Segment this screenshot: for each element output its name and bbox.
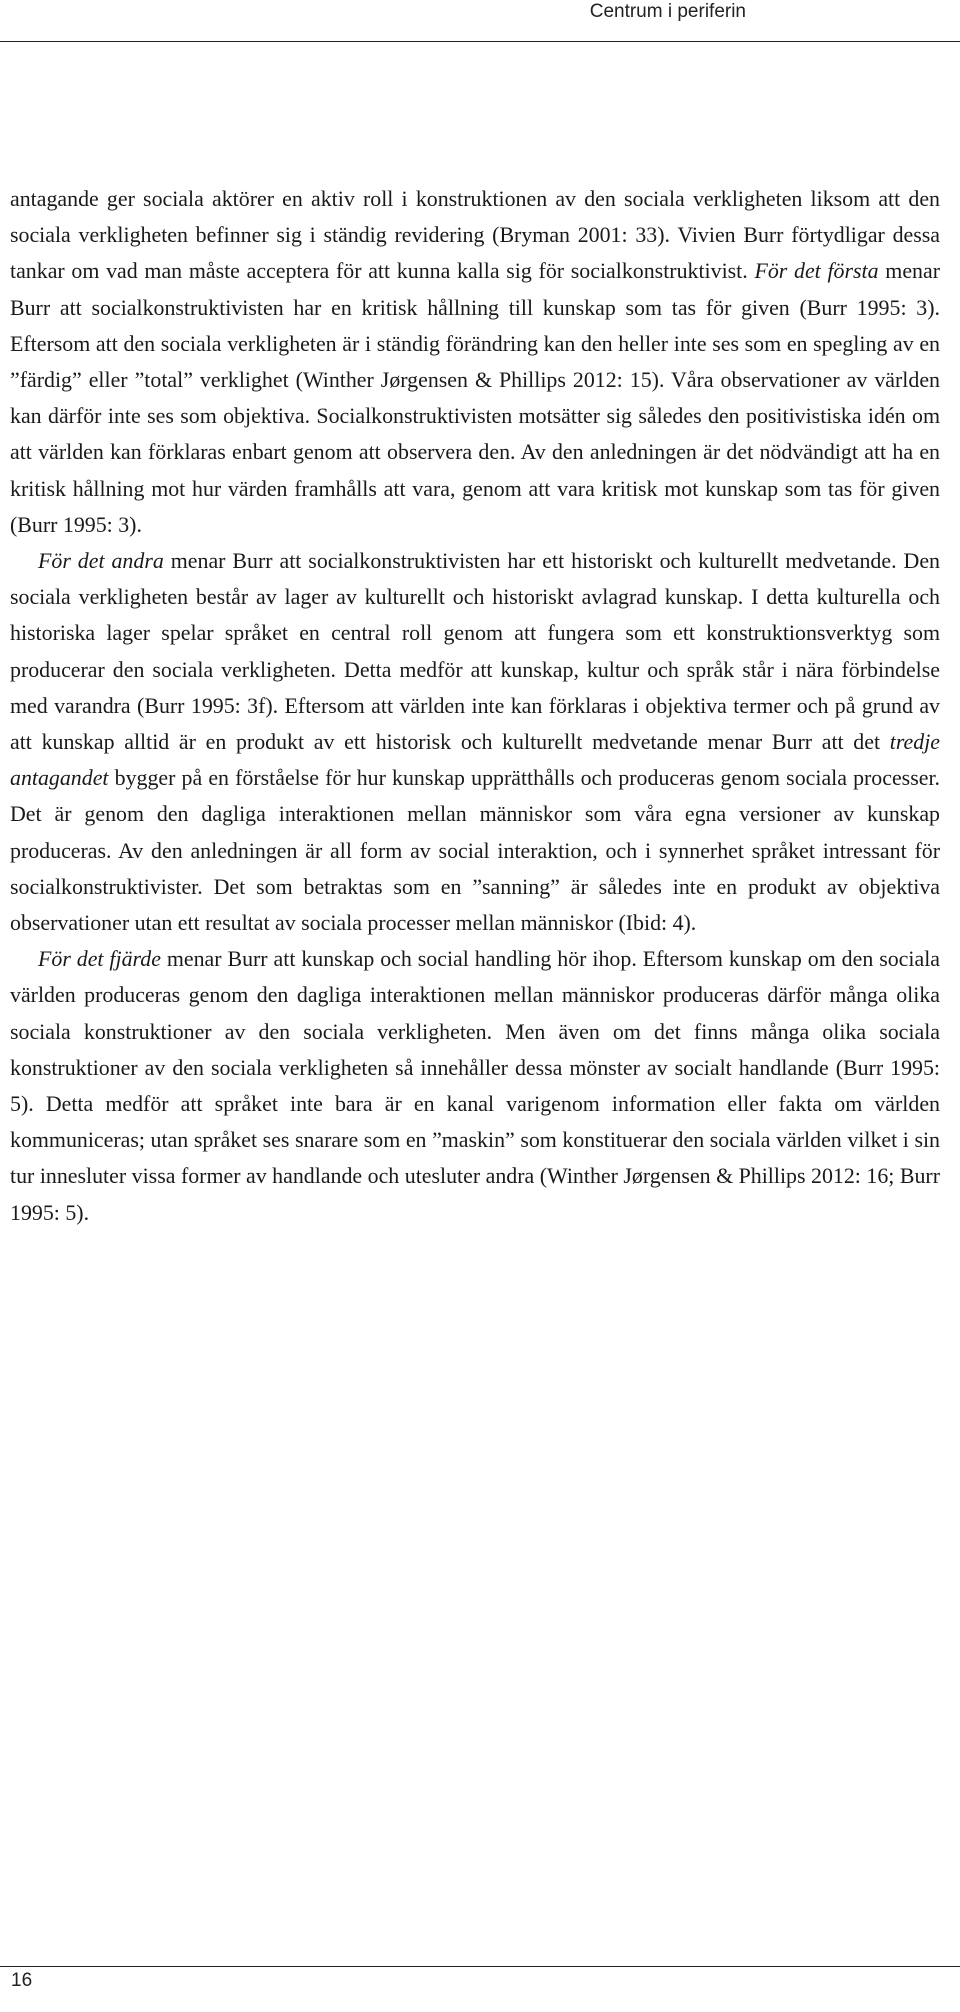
running-header-title: Centrum i periferin — [589, 1, 746, 22]
emphasis-text: tredje antagandet — [10, 729, 940, 791]
footer-divider — [0, 1966, 960, 1967]
emphasis-text: För det andra — [38, 548, 164, 574]
text-span: menar Burr att kunskap och social handling hör ihop. Eftersom kunskap om den sociala världen produceras genom den dagliga interaktionen mellan människor produceras därför många olika sociala konstruktioner av den sociala verkligheten. Men även om det finns många olika sociala konstruktioner av den sociala verkligheten så innehåller dessa mönster av socialt handlande (Burr 1995: 5). Detta medför att språket inte bara är en kanal varigenom information eller fakta om världen kommuniceras; utan språket ses snarare som en ”maskin” som konstituerar den sociala världen vilket i sin tur innesluter vissa former av handlande och utesluter andra (Winther Jørgensen & Phillips 2012: 16; Burr 1995: 5). — [10, 946, 940, 1225]
page-header — [0, 0, 960, 44]
paragraph-3 — [10, 941, 940, 1231]
paragraph-2 — [10, 543, 940, 941]
text-span: menar Burr att socialkonstruktivisten har en kritisk hållning till kunskap som tas för given (Burr 1995: 3). Eftersom att den sociala verkligheten är i ständig förändring kan den heller inte ses som en spegling av en ”färdig” eller ”total” verklighet (Winther Jørgensen & Phillips 2012: 15). Våra observationer av världen kan därför inte ses som objektiva. Socialkonstruktivisten motsätter sig således den positivistiska idén om att världen kan förklaras enbart genom att observera den. Av den anledningen är det nödvändigt att ha en kritisk hållning mot hur värden framhålls att vara, genom att vara kritisk mot kunskap som tas för given (Burr 1995: 3). — [10, 258, 940, 537]
text-span: menar Burr att socialkonstruktivisten har ett historiskt och kulturellt medvetande. Den sociala verkligheten består av lager av kulturellt och historiskt avlagrad kunskap. I detta kulturella och historiska lager spelar språket en central roll genom att fungera som ett konstruktionsverktyg som producerar den sociala verkligheten. Detta medför att kunskap, kultur och språk står i nära förbindelse med varandra (Burr 1995: 3f). Eftersom att världen inte kan förklaras i objektiva termer och på grund av att kunskap alltid är en produkt av ett historisk och kulturellt medvetande menar Burr att det — [10, 548, 940, 755]
paragraph-1 — [10, 181, 940, 543]
emphasis-text: För det första — [754, 258, 879, 284]
emphasis-text: För det fjärde — [38, 946, 161, 972]
page-number: 16 — [11, 1970, 33, 1991]
header-divider — [0, 41, 960, 42]
text-span: bygger på en förståelse för hur kunskap upprätthålls och produceras genom sociala processer. Det är genom den dagliga interaktionen mellan människor som våra egna versioner av kunskap produceras. Av den anledningen är all form av social interaktion, och i synnerhet språket intressant för socialkonstruktivister. Det som betraktas som en ”sanning” är således inte en produkt av objektiva observationer utan ett resultat av sociala processer mellan människor (Ibid: 4). — [10, 765, 940, 936]
body-text — [10, 181, 940, 1231]
text-span: antagande ger sociala aktörer en aktiv roll i konstruktionen av den sociala verkligheten liksom att den sociala verkligheten befinner sig i ständig revidering (Bryman 2001: 33). Vivien Burr förtydligar dessa tankar om vad man måste acceptera för att kunna kalla sig för socialkonstruktivist. — [10, 186, 940, 284]
